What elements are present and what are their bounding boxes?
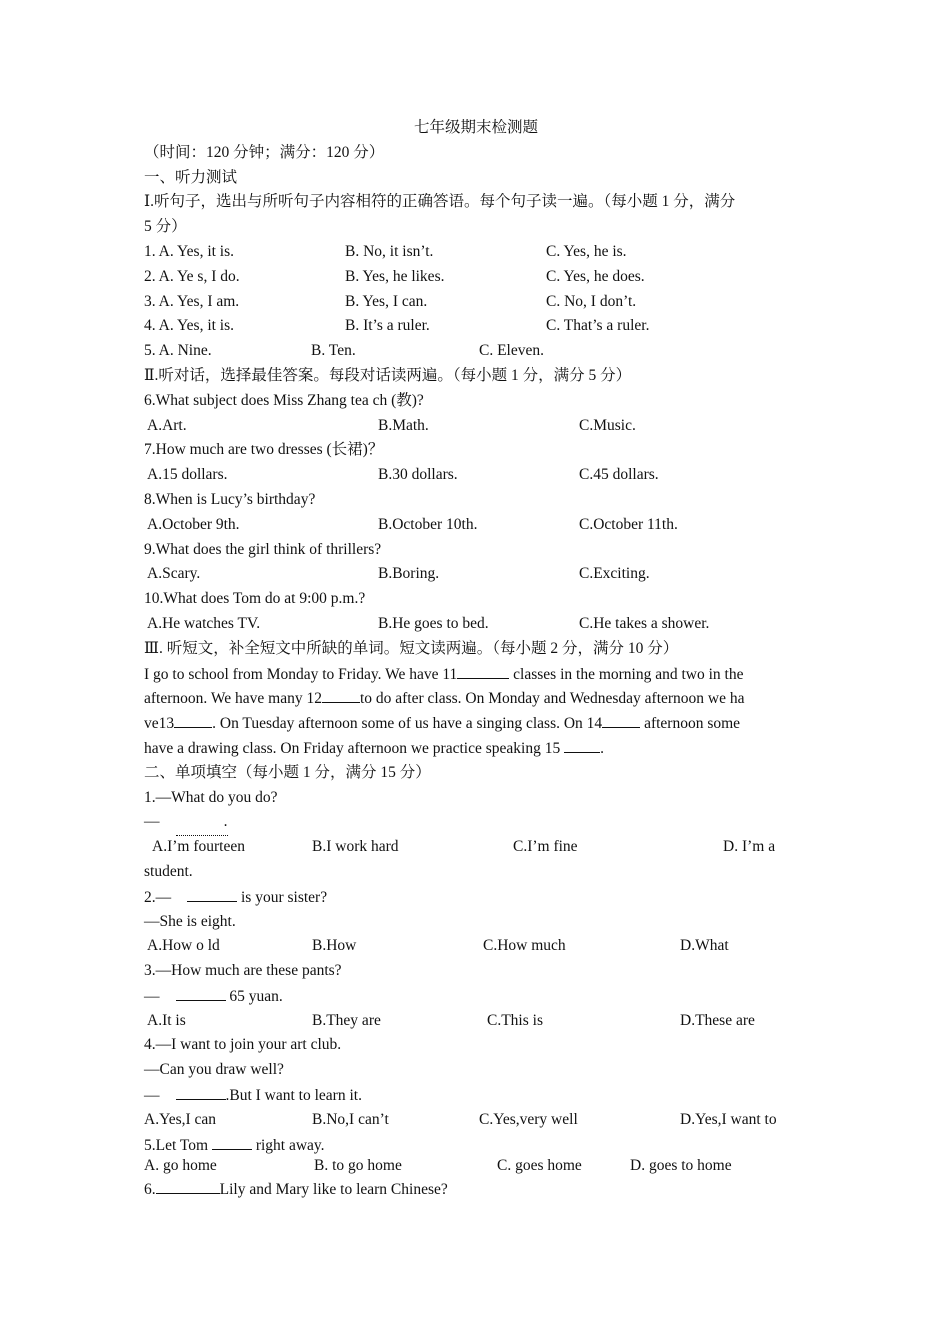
option-a: 1. A. Yes, it is. <box>144 242 235 260</box>
option-a: A. go home <box>144 1156 217 1174</box>
option-a: 5. A. Nine. <box>144 342 212 360</box>
exam-info: （时间：120 分钟；满分：120 分） <box>144 143 385 161</box>
option-b: B.October 10th. <box>378 515 478 533</box>
option-b: B. to go home <box>314 1156 402 1174</box>
dialogue-question: 6.What subject does Miss Zhang tea ch (教)? <box>144 391 424 409</box>
option-c: C. That’s a ruler. <box>546 317 650 335</box>
option-b: B.Boring. <box>378 565 440 583</box>
option-b: B.How <box>312 937 357 955</box>
part1-instruction-cont: 5 分） <box>144 218 187 236</box>
dialogue-options <box>144 414 808 439</box>
section1-heading: 一、听力测试 <box>144 168 238 186</box>
option-a: 2. A. Ye s, I do. <box>144 267 240 285</box>
answer-blank[interactable] <box>602 711 640 728</box>
part2-instruction: Ⅱ.听对话，选择最佳答案。每段对话读两遍。（每小题 1 分，满分 5 分） <box>144 366 632 384</box>
option-d: D.These are <box>680 1011 755 1029</box>
option-b: B. No, it isn’t. <box>345 242 434 260</box>
option-c: C. Yes, he does. <box>546 267 645 285</box>
option-c: C.Exciting. <box>579 565 650 583</box>
listening-question-row <box>144 314 808 339</box>
option-a: A.Yes,I can <box>144 1110 217 1128</box>
option-b: B.Math. <box>378 416 429 434</box>
option-b: B. Ten. <box>311 342 356 360</box>
option-a: A.October 9th. <box>147 515 240 533</box>
answer-blank[interactable] <box>156 1177 220 1194</box>
dialogue-options <box>144 513 808 538</box>
answer-blank[interactable] <box>322 686 360 703</box>
dialogue-question: 10.What does Tom do at 9:00 p.m.? <box>144 590 366 608</box>
option-a: A.15 dollars. <box>147 466 228 484</box>
part1-instruction: Ⅰ.听句子，选出与所听句子内容相符的正确答语。每个句子读一遍。（每小题 1 分，满分 <box>144 193 736 211</box>
dialogue-options <box>144 612 808 637</box>
option-d: D.Yes,I want to <box>680 1110 777 1128</box>
option-d: D. I’m a <box>723 838 776 856</box>
dialogue-question: 9.What does the girl think of thrillers? <box>144 540 382 558</box>
passage-line: ve13 . On Tuesday afternoon some of us have a singing class. On 14 afternoon some <box>144 711 808 736</box>
option-a: 3. A. Yes, I am. <box>144 292 240 310</box>
passage-line: have a drawing class. On Friday afternoon we practice speaking 15 . <box>144 736 808 761</box>
option-a: A.I’m fourteen <box>152 838 245 856</box>
dialogue-options <box>144 463 808 488</box>
exam-title: 七年级期末检测题 <box>413 119 538 136</box>
mc-answer-line: — 65 yuan. <box>144 984 808 1009</box>
option-d: D. goes to home <box>630 1156 732 1174</box>
option-c: C.Music. <box>579 416 636 434</box>
mc-options <box>144 934 808 959</box>
answer-blank[interactable] <box>174 711 212 728</box>
mc-question: 5.Let Tom right away. <box>144 1133 808 1155</box>
listening-question-row <box>144 240 808 265</box>
mc-options <box>144 1009 808 1034</box>
option-a: A.Scary. <box>147 565 201 583</box>
option-c: C.I’m fine <box>513 838 578 856</box>
answer-blank[interactable] <box>212 1133 252 1150</box>
mc-options <box>144 835 808 860</box>
section2-heading: 二、单项填空（每小题 1 分，满分 15 分） <box>144 763 431 781</box>
option-a: A.Art. <box>147 416 187 434</box>
option-a: A.How o ld <box>147 937 220 955</box>
mc-question: 2.— is your sister? <box>144 885 808 910</box>
option-d: D.What <box>680 937 729 955</box>
option-c: C. Yes, he is. <box>546 242 627 260</box>
mc-reply: —She is eight. <box>144 912 236 930</box>
option-b: B. It’s a ruler. <box>345 317 430 335</box>
listening-question-row <box>144 265 808 290</box>
answer-blank[interactable] <box>457 662 509 679</box>
mc-options-cont: student. <box>144 862 193 880</box>
answer-blank[interactable]: . <box>176 810 228 836</box>
dialogue-options <box>144 562 808 587</box>
option-c: C. goes home <box>497 1156 582 1174</box>
part3-instruction: Ⅲ. 听短文，补全短文中所缺的单词。短文读两遍。（每小题 2 分，满分 10 分） <box>144 639 679 657</box>
answer-blank[interactable] <box>564 736 600 753</box>
option-b: B. Yes, I can. <box>345 292 428 310</box>
option-b: B.No,I can’t <box>312 1110 389 1128</box>
option-c: C.This is <box>487 1011 543 1029</box>
exam-paper <box>144 116 808 1201</box>
listening-question-row <box>144 290 808 315</box>
answer-blank[interactable] <box>176 1083 226 1100</box>
dialogue-question: 7.How much are two dresses (长裙)？ <box>144 441 384 459</box>
answer-blank[interactable] <box>187 885 237 902</box>
mc-answer-line: — . <box>144 810 808 835</box>
option-c: C. Eleven. <box>479 342 544 360</box>
option-b: B.30 dollars. <box>378 466 458 484</box>
mc-question: 6. Lily and Mary like to learn Chinese? <box>144 1177 808 1202</box>
option-a: A.He watches TV. <box>147 614 261 632</box>
option-c: C.45 dollars. <box>579 466 659 484</box>
option-a: A.It is <box>147 1011 186 1029</box>
option-b: B.They are <box>312 1011 381 1029</box>
option-a: 4. A. Yes, it is. <box>144 317 235 335</box>
option-c: C. No, I don’t. <box>546 292 637 310</box>
mc-question: 4.—I want to join your art club. <box>144 1036 342 1054</box>
option-b: B.He goes to bed. <box>378 614 489 632</box>
option-b: B.I work hard <box>312 838 399 856</box>
option-c: C.Yes,very well <box>479 1110 578 1128</box>
option-c: C.How much <box>483 937 566 955</box>
mc-options <box>144 1155 808 1177</box>
passage-line: afternoon. We have many 12 to do after class. On Monday and Wednesday afternoon we ha <box>144 686 808 711</box>
answer-blank[interactable] <box>176 984 226 1001</box>
option-c: C.October 11th. <box>579 515 678 533</box>
mc-question: 1.—What do you do? <box>144 788 278 806</box>
dialogue-question: 8.When is Lucy’s birthday? <box>144 490 316 508</box>
mc-options <box>144 1108 808 1133</box>
mc-question: 3.—How much are these pants? <box>144 962 342 980</box>
mc-answer-line: — .But I want to learn it. <box>144 1083 808 1108</box>
mc-reply: —Can you draw well? <box>144 1061 284 1079</box>
passage-line: I go to school from Monday to Friday. We have 11 classes in the morning and two in the <box>144 662 808 687</box>
option-b: B. Yes, he likes. <box>345 267 445 285</box>
option-c: C.He takes a shower. <box>579 614 710 632</box>
listening-question-row <box>144 339 808 364</box>
